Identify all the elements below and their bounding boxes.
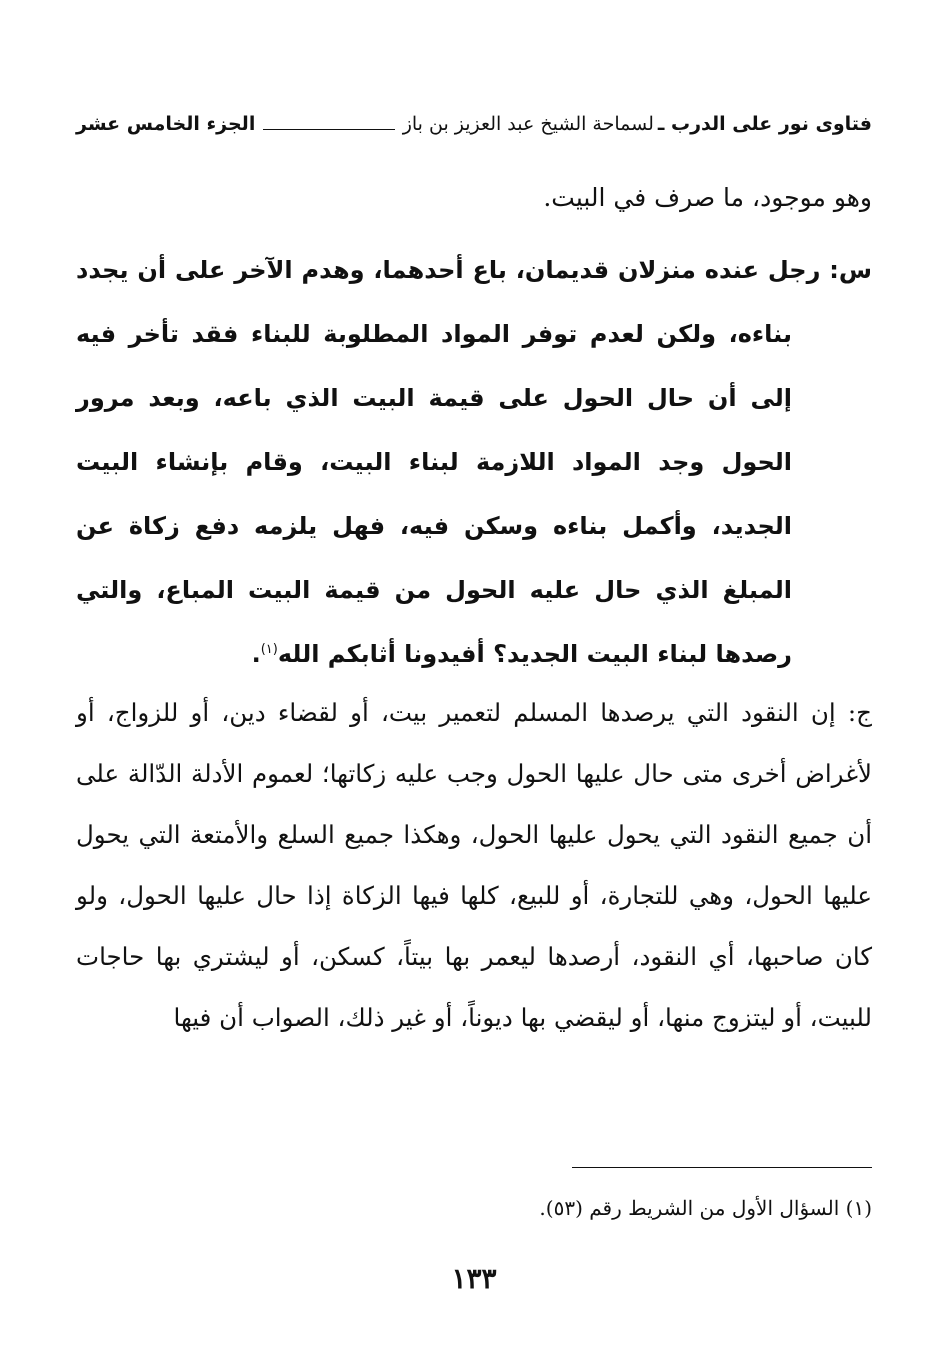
footnote: (١) السؤال الأول من الشريط رقم (٥٣). bbox=[539, 1196, 872, 1220]
question-text: س: رجل عنده منزلان قديمان، باع أحدهما، وهدم الآخر على أن يجدد بناءه، ولكن لعدم توفر المواد المطلوبة للبناء فقد تأخر فيه إلى أن حال الحول على قيمة البيت الذي باعه، وبعد مرور الحول وجد المواد اللازمة لبناء البيت، وقام بإنشاء البيت الجديد، وأكمل بناءه وسكن فيه، فهل يلزمه دفع زكاة عن المبلغ الذي حال عليه الحول من قيمة البيت المباع، والتي رصدها لبناء البيت الجديد؟ أفيدونا أثابكم الله bbox=[76, 256, 872, 668]
footnote-reference: (١) bbox=[260, 642, 278, 657]
header-rule bbox=[263, 129, 394, 130]
author-name: لسماحة الشيخ عبد العزيز بن باز bbox=[402, 113, 654, 135]
continuation-paragraph: وهو موجود، ما صرف في البيت. bbox=[543, 183, 872, 212]
volume-part: الجزء الخامس عشر bbox=[76, 113, 256, 135]
question-paragraph: س: رجل عنده منزلان قديمان، باع أحدهما، وهدم الآخر على أن يجدد بناءه، ولكن لعدم توفر المواد المطلوبة للبناء فقد تأخر فيه إلى أن حال الحول على قيمة البيت الذي باعه، وبعد مرور الحول وجد المواد اللازمة لبناء البيت، وقام بإنشاء البيت الجديد، وأكمل بناءه وسكن فيه، فهل يلزمه دفع زكاة عن المبلغ الذي حال عليه الحول من قيمة البيت المباع، والتي رصدها لبناء البيت الجديد؟ أفيدونا أثابكم الله$^{(١)}$. bbox=[76, 256, 872, 668]
footnote-separator bbox=[572, 1167, 872, 1168]
running-header bbox=[76, 106, 872, 142]
book-title: فتاوى نور على الدرب ـ bbox=[657, 113, 872, 135]
answer-paragraph: ج: إن النقود التي يرصدها المسلم لتعمير بيت، أو لقضاء دين، أو للزواج، أو لأغراض أخرى متى حال عليها الحول وجب عليه زكاتها؛ لعموم الأدلة الدّالة على أن جميع النقود التي يحول عليها الحول، وهكذا جميع السلع والأمتعة التي يحول عليها الحول، وهي للتجارة، أو للبيع، كلها فيها الزكاة إذا حال عليها الحول، ولو كان صاحبها، أي النقود، أرصدها ليعمر بها بيتاً، كسكن، أو ليشتري بها حاجات للبيت، أو ليتزوج منها، أو ليقضي بها ديوناً، أو غير ذلك، الصواب أن فيها bbox=[76, 698, 872, 1032]
page-number: ١٣٣ bbox=[451, 1262, 497, 1295]
